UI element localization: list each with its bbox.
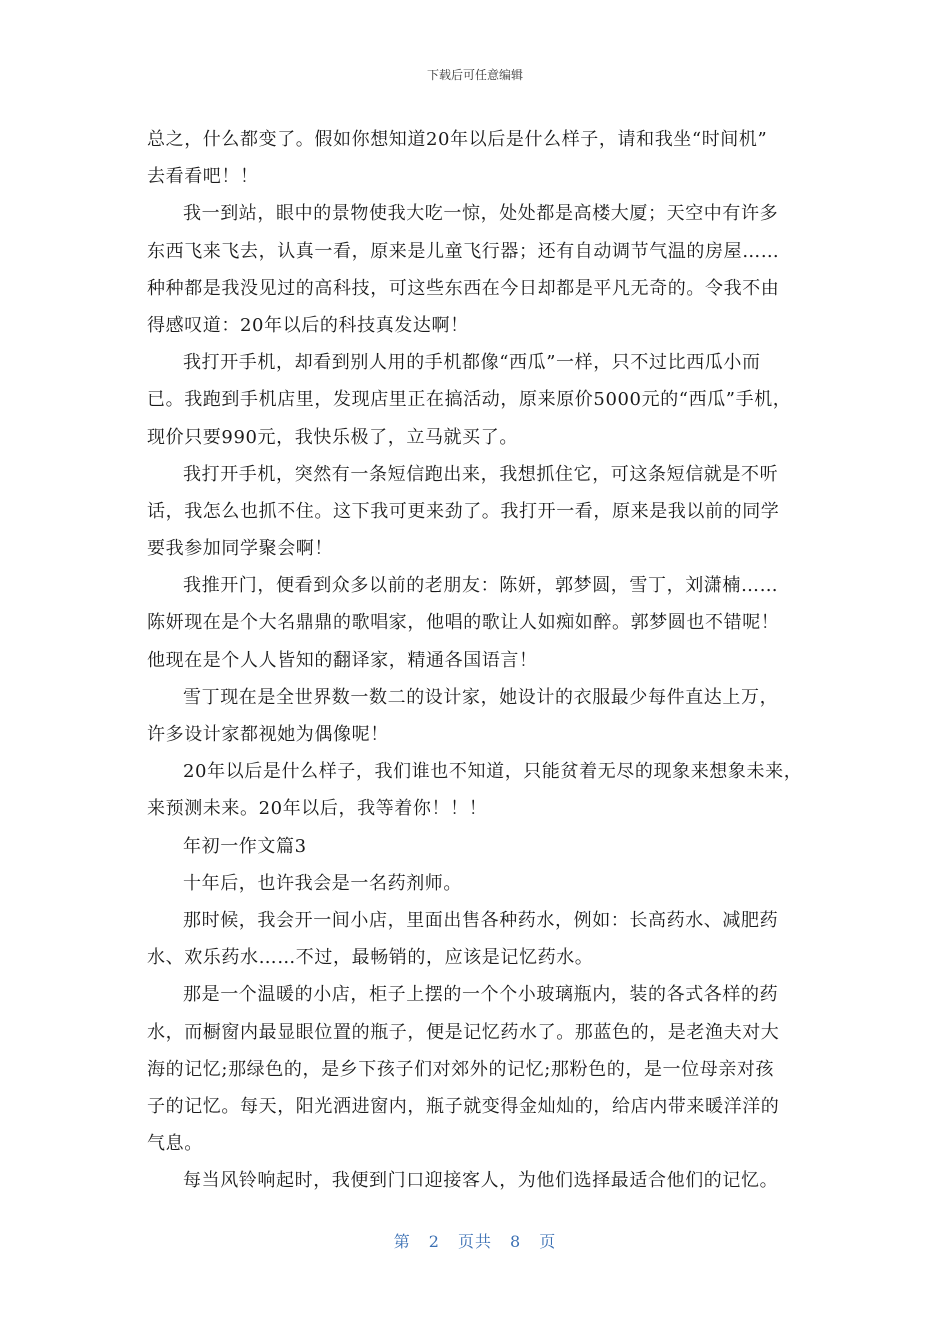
text-line: 那时候，我会开一间小店，里面出售各种药水，例如：长高药水、减肥药: [183, 909, 779, 931]
text-line: 他现在是个人人皆知的翻译家，精通各国语言！: [147, 649, 538, 671]
text-line: 来预测未来。20年以后，我等着你！！！: [147, 798, 488, 820]
total-pages-number: 8: [510, 1232, 522, 1251]
page-footer: [0, 1229, 950, 1252]
footer-mid: 页共: [457, 1232, 492, 1251]
text-line: 我打开手机，突然有一条短信跑出来，我想抓住它，可这条短信就是不听: [183, 463, 779, 485]
text-line: 水，而橱窗内最显眼位置的瓶子，便是记忆药水了。那蓝色的，是老渔夫对大: [147, 1021, 780, 1043]
footer-prefix: 第: [393, 1232, 411, 1251]
text-line: 东西飞来飞去，认真一看，原来是儿童飞行器；还有自动调节气温的房屋……: [147, 240, 780, 262]
text-line: 得感叹道：20年以后的科技真发达啊！: [147, 314, 469, 336]
document-body: [147, 121, 817, 1199]
current-page-number: 2: [428, 1232, 440, 1251]
text-line: 要我参加同学聚会啊！: [147, 538, 333, 560]
footer-suffix: 页: [539, 1232, 557, 1251]
text-line: 总之，什么都变了。假如你想知道20年以后是什么样子，请和我坐“时间机”: [147, 129, 768, 150]
text-line: 我一到站，眼中的景物使我大吃一惊，处处都是高楼大厦；天空中有许多: [183, 203, 779, 225]
text-line: 十年后，也许我会是一名药剂师。: [183, 872, 462, 894]
text-line: 种种都是我没见过的高科技，可这些东西在今日却都是平凡无奇的。令我不由: [147, 277, 780, 299]
text-line: 20年以后是什么样子，我们谁也不知道，只能贫着无尽的现象来想象未来，: [183, 761, 803, 783]
text-line: 话，我怎么也抓不住。这下我可更来劲了。我打开一看，原来是我以前的同学: [147, 500, 780, 522]
text-line: 我推开门，便看到众多以前的老朋友：陈妍，郭梦圆，雪丁，刘潇楠……: [183, 575, 779, 597]
text-line: 每当风铃响起时，我便到门口迎接客人，为他们选择最适合他们的记忆。: [183, 1170, 779, 1192]
text-line: 那是一个温暖的小店，柜子上摆的一个个小玻璃瓶内，装的各式各样的药: [183, 984, 779, 1006]
text-line: 水、欢乐药水……不过，最畅销的，应该是记忆药水。: [147, 947, 594, 969]
text-line: 许多设计家都视她为偶像呢！: [147, 724, 389, 745]
text-line: 陈妍现在是个大名鼎鼎的歌唱家，他唱的歌让人如痴如醉。郭梦圆也不错呢！: [147, 612, 780, 634]
text-line: 去看看吧！！: [147, 166, 259, 188]
text-line: 现价只要990元，我快乐极了，立马就买了。: [147, 426, 518, 448]
text-line: 海的记忆;那绿色的，是乡下孩子们对郊外的记忆;那粉色的，是一位母亲对孩: [147, 1058, 775, 1080]
text-line: 子的记忆。每天，阳光洒进窗内，瓶子就变得金灿灿的，给店内带来暖洋洋的: [147, 1095, 780, 1117]
text-line: 年初一作文篇3: [183, 835, 307, 857]
text-line: 已。我跑到手机店里，发现店里正在搞活动，原来原价5000元的“西瓜”手机，: [147, 389, 792, 411]
text-line: 雪丁现在是全世界数一数二的设计家，她设计的衣服最少每件直达上万，: [183, 686, 779, 708]
text-line: 气息。: [147, 1133, 203, 1155]
text-line: 我打开手机，却看到别人用的手机都像“西瓜”一样，只不过比西瓜小而: [183, 352, 761, 374]
page-header: 下载后可任意编辑: [426, 68, 523, 82]
